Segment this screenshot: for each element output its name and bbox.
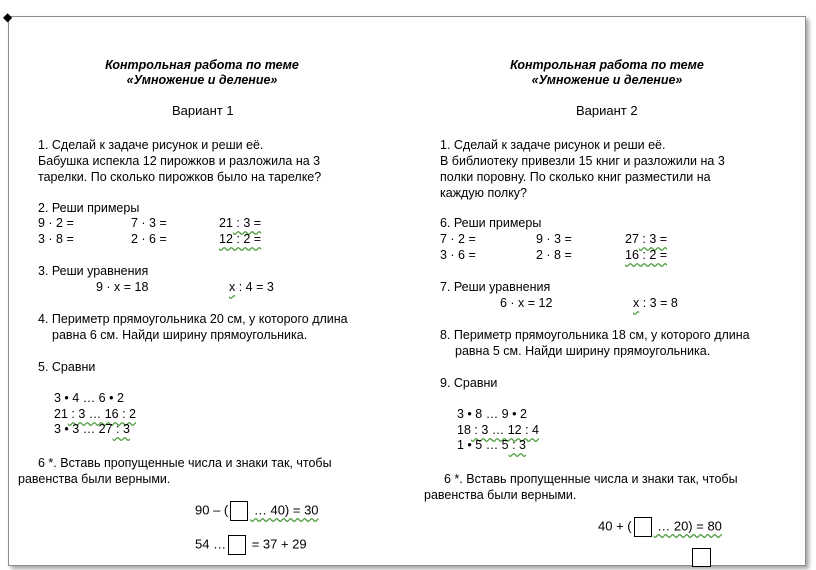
example-2: 9 · 3 =: [536, 232, 572, 246]
task3-heading: 3. Реши уравнения: [38, 264, 149, 278]
task1-line-1: Бабушка испекла 12 пирожков и разложила на 3: [38, 154, 321, 168]
fill-in-equation-2: 54 … = 37 + 29: [195, 535, 307, 555]
title-line-1: Контрольная работа по теме: [105, 58, 299, 72]
task4-line-1: 4. Периметр прямоугольника 20 см, у которого длина: [38, 312, 348, 326]
equation-2: х : 3 = 8: [633, 296, 678, 310]
title-line-1: Контрольная работа по теме: [510, 58, 704, 72]
variant-label: Вариант 1: [172, 103, 234, 118]
compare-2: 18 : 3 … 12 : 4: [457, 423, 539, 437]
compare-1: 3 • 4 … 6 • 2: [54, 391, 124, 405]
example-3: 21 : 3 =: [219, 216, 262, 230]
title-line-2: «Умножение и деление»: [126, 73, 278, 87]
task4-line-1: 8. Периметр прямоугольника 18 см, у которого длина: [440, 328, 750, 342]
variant-1-title: [52, 58, 352, 88]
example-6: 12 : 2 =: [219, 232, 262, 246]
example-4: 3 · 8 =: [38, 232, 74, 246]
task2-heading: 6. Реши примеры: [440, 216, 542, 230]
equation-2: х : 4 = 3: [229, 280, 274, 294]
task6-line-1: 6 *. Вставь пропущенные числа и знаки так, чтобы: [444, 472, 738, 486]
compare-1: 3 • 8 … 9 • 2: [457, 407, 527, 421]
answer-box[interactable]: [634, 517, 652, 537]
example-2: 7 · 3 =: [131, 216, 167, 230]
answer-box[interactable]: [692, 548, 711, 567]
example-5: 2 · 8 =: [536, 248, 572, 262]
variant-2-title: [457, 58, 757, 88]
title-line-2: «Умножение и деление»: [531, 73, 683, 87]
task6-line-2: равенства были верными.: [424, 488, 577, 502]
task1-heading: 1. Сделай к задаче рисунок и реши её.: [38, 138, 264, 152]
task1-line-3: каждую полку?: [440, 186, 527, 200]
compare-3: 3 • 3 … 27 : 3: [54, 422, 130, 436]
fill-in-equation-1: 90 – ( … 40) = 30: [195, 501, 319, 521]
compare-2: 21 : 3 … 16 : 2: [54, 407, 136, 421]
example-4: 3 · 6 =: [440, 248, 476, 262]
task3-heading: 7. Реши уравнения: [440, 280, 551, 294]
task5-heading: 9. Сравни: [440, 376, 498, 390]
example-3: 27 : 3 =: [625, 232, 668, 246]
example-5: 2 · 6 =: [131, 232, 167, 246]
task4-line-2: равна 5 см. Найди ширину прямоугольника.: [455, 344, 711, 358]
task1-line-2: тарелки. По сколько пирожков было на тарелке?: [38, 170, 322, 184]
task4-line-2: равна 6 см. Найди ширину прямоугольника.: [52, 328, 308, 342]
example-1: 7 · 2 =: [440, 232, 476, 246]
task1-line-1: В библиотеку привезли 15 книг и разложили на 3: [440, 154, 725, 168]
equation-1: 6 · х = 12: [500, 296, 553, 310]
task1-heading: 1. Сделай к задаче рисунок и реши её.: [440, 138, 666, 152]
fill-in-equation-1: 40 + ( … 20) = 80: [598, 517, 722, 537]
answer-box[interactable]: [228, 535, 246, 555]
task6-line-2: равенства были верными.: [18, 472, 171, 486]
equation-1: 9 · х = 18: [96, 280, 149, 294]
task2-heading: 2. Реши примеры: [38, 201, 140, 215]
task6-line-1: 6 *. Вставь пропущенные числа и знаки так, чтобы: [38, 456, 332, 470]
task1-line-2: полки поровну. По сколько книг разместили на: [440, 170, 711, 184]
corner-marker-icon: ◆: [3, 10, 13, 24]
example-1: 9 · 2 =: [38, 216, 74, 230]
compare-3: 1 • 5 … 5 : 3: [457, 438, 526, 452]
task5-heading: 5. Сравни: [38, 360, 96, 374]
answer-box[interactable]: [230, 501, 248, 521]
variant-label: Вариант 2: [576, 103, 638, 118]
example-6: 16 : 2 =: [625, 248, 668, 262]
